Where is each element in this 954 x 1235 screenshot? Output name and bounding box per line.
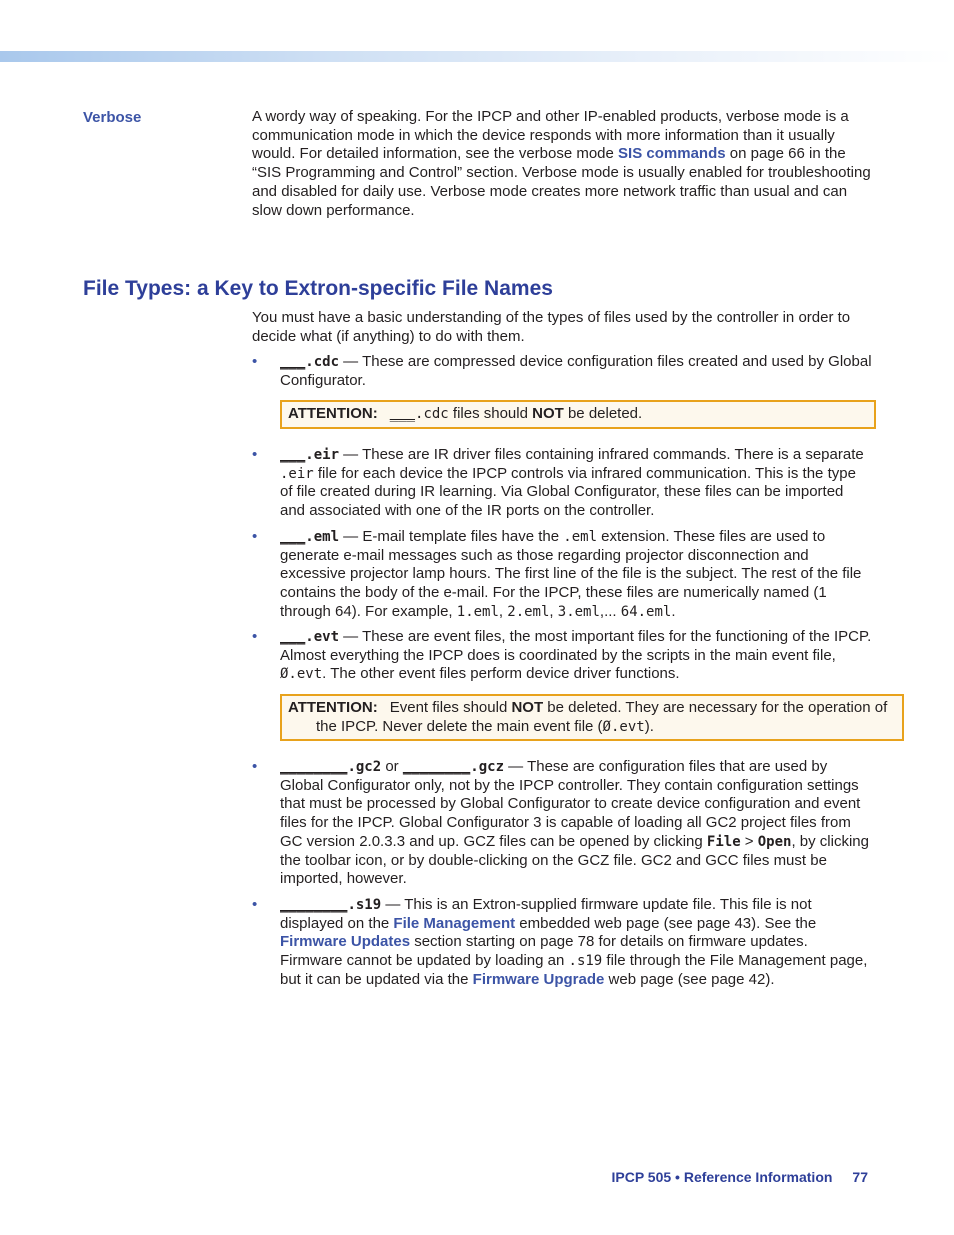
list-item-evt: [252, 628, 872, 684]
page-number: 77: [852, 1169, 868, 1185]
emphasis: NOT: [532, 405, 564, 422]
attention-text: be deleted.: [563, 405, 643, 422]
attention-label: ATTENTION:: [288, 699, 378, 716]
menu-open: Open: [757, 833, 792, 850]
bullet-icon: •: [252, 628, 258, 645]
item-text: section starting on page 78 for details on firmware updates. Firmware cannot be updated by loading an: [280, 933, 808, 970]
example-filename: 64.eml: [620, 603, 672, 620]
separator: .: [671, 602, 676, 620]
list-item-eir: [252, 446, 872, 521]
section-heading: File Types: a Key to Extron-specific File Names: [83, 277, 553, 300]
file-extension: .cdc: [415, 406, 449, 422]
bullet-icon: •: [252, 896, 258, 913]
file-extension: .eml: [563, 529, 597, 545]
list-item-eml: [252, 528, 872, 622]
file-extension: .gcz: [470, 759, 504, 775]
firmware-updates-link[interactable]: Firmware Updates: [280, 933, 411, 951]
emphasis: NOT: [511, 699, 544, 716]
attention-text: files should: [448, 405, 533, 422]
filename-blank: ___: [280, 354, 306, 370]
item-text: or: [381, 758, 403, 775]
glossary-term-verbose: Verbose: [83, 109, 142, 126]
example-filename: 3.eml: [557, 603, 600, 620]
file-extension: .gc2: [347, 759, 382, 775]
file-management-link[interactable]: File Management: [393, 914, 516, 932]
header-gradient-band: [0, 51, 954, 62]
example-filename: 1.eml: [456, 603, 499, 620]
sis-commands-link[interactable]: SIS commands: [618, 145, 726, 163]
attention-label: ATTENTION:: [288, 405, 378, 422]
filename-blank: ________: [280, 897, 348, 913]
separator: ,...: [599, 602, 621, 620]
filename-blank: ________: [402, 759, 471, 775]
file-extension: .eir: [280, 465, 314, 482]
item-text: web page (see page 42).: [604, 970, 775, 988]
main-event-filename: Ø.evt: [280, 666, 323, 683]
footer-title: IPCP 505 • Reference Information: [611, 1169, 833, 1185]
separator: ,: [498, 602, 508, 620]
item-text: — E-mail template files have the: [339, 528, 564, 545]
item-text: file through the File Management page, but it can be updated via the: [280, 952, 868, 988]
firmware-upgrade-link[interactable]: Firmware Upgrade: [472, 970, 605, 988]
example-filename: 2.eml: [507, 603, 550, 620]
item-text: file for each device the IPCP controls via infrared communication. This is the type of file created during IR learning. Via Global Configurator, these files can be imported and associated with one of the IR ports on the controller.: [280, 464, 856, 520]
bullet-icon: •: [252, 528, 258, 545]
filename-blank: ___: [280, 629, 306, 645]
section-intro: You must have a basic understanding of the types of files used by the controller in order to decide what (if anything) to do with them.: [252, 309, 851, 345]
bullet-icon: •: [252, 353, 258, 370]
list-item-cdc: [252, 353, 872, 390]
main-event-filename: Ø.evt: [602, 718, 645, 735]
filename-blank: ___: [389, 406, 416, 422]
item-text: . The other event files perform device driver functions.: [322, 665, 680, 683]
file-extension: .cdc: [305, 354, 340, 370]
file-extension: .s19: [347, 897, 382, 913]
item-text: — These are IR driver files containing infrared commands. There is a separate: [339, 446, 864, 463]
file-extension: .s19: [568, 953, 603, 970]
file-extension: .eml: [305, 529, 340, 545]
filename-blank: ___: [280, 447, 306, 463]
item-text: — These are configuration files that are used by Global Configurator only, not by the IPCP controller. They contain configuration settings that must be processed by Global Configurator to create device configuration and event files for the IPCP. Global Configurator 3 is capable of loading all GC2 project files from GC version 2.0.3.3 and up. GCZ files can be opened by clicking: [280, 758, 861, 850]
filename-blank: ___: [280, 529, 306, 545]
item-text: — This is an Extron-supplied firmware update file. This file is not displayed on the: [280, 896, 812, 932]
file-extension: .evt: [305, 629, 340, 645]
filename-blank: ________: [280, 759, 348, 775]
item-text: , by clicking the toolbar icon, or by double-clicking on the GCZ file. GC2 and GCC files must be imported, however.: [280, 832, 869, 888]
separator: ,: [549, 602, 558, 620]
menu-file: File: [706, 833, 741, 850]
attention-text: be deleted. They are necessary for the operation of the IPCP. Never delete the main event file (: [316, 699, 888, 735]
item-text: — These are compressed device configuration files created and used by Global Configurator.: [280, 353, 872, 389]
definition-text: on page 66 in the “SIS Programming and Control” section. Verbose mode is usually enabled for troubleshooting and disabled for daily use. Verbose mode creates more network traffic than usual and can slow down performance.: [252, 145, 871, 219]
attention-text: ).: [644, 717, 654, 735]
bullet-icon: •: [252, 446, 258, 463]
file-extension: .eir: [305, 447, 340, 463]
attention-text: Event files should: [389, 699, 512, 716]
item-text: embedded web page (see page 43). See the: [515, 914, 817, 932]
glossary-definition-verbose: [252, 108, 872, 220]
page-footer: [611, 1168, 868, 1187]
item-text: — These are event files, the most important files for the functioning of the IPCP. Almost everything the IPCP does is coordinated by the scripts in the main event file,: [280, 628, 872, 664]
attention-box: [280, 400, 876, 429]
attention-box: [280, 694, 904, 741]
definition-text: A wordy way of speaking. For the IPCP and other IP-enabled products, verbose mode is a communication mode in which the device responds with more information than it usually would. For detailed information, see the verbose mode: [252, 108, 849, 163]
separator: >: [740, 832, 758, 850]
list-item-gc2-gcz: [252, 758, 872, 889]
item-text: extension. These files are used to generate e-mail messages such as those regarding projector disconnection and excessive projector lamp hours. The first line of the file is the subject. The rest of the file contains the body of the e-mail. For the IPCP, these files are numerically named (1 through 64). For example,: [280, 528, 862, 620]
list-item-s19: [252, 896, 872, 990]
bullet-icon: •: [252, 758, 258, 775]
